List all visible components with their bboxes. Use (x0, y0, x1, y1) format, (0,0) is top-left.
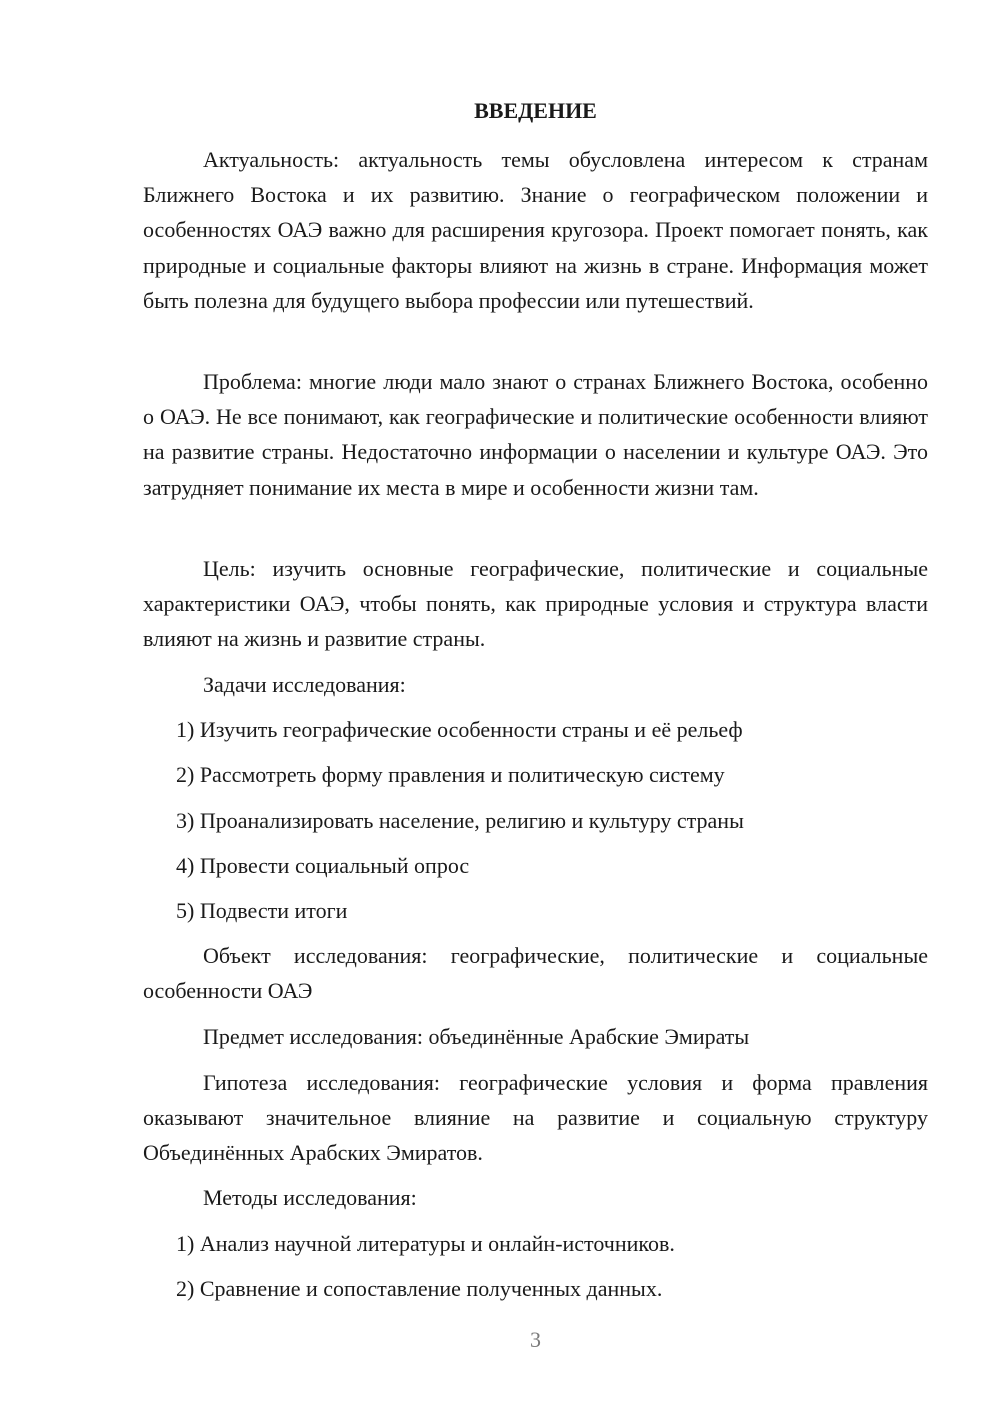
methods-heading: Методы исследования: (203, 1185, 417, 1210)
task-item: 2) Рассмотреть форму правления и политическую систему (176, 762, 725, 787)
section-title: ВВЕДЕНИЕ (474, 98, 597, 123)
object-paragraph: Объект исследования: географические, политические и социальные особенности ОАЭ (143, 943, 928, 1004)
relevance-paragraph: Актуальность: актуальность темы обусловлена интересом к странам Ближнего Востока и их развитию. Знание о географическом положении и особенностях ОАЭ важно для расширения кругозора. Проект помогает понять, как природные и социальные факторы влияют на жизнь в стране. Информация может быть полезна для будущего выбора профессии или путешествий. (143, 147, 928, 313)
method-item: 1) Анализ научной литературы и онлайн-источников. (176, 1231, 675, 1256)
task-item: 3) Проанализировать население, религию и культуру страны (176, 808, 744, 833)
tasks-heading: Задачи исследования: (203, 672, 406, 697)
task-item: 1) Изучить географические особенности страны и её рельеф (176, 717, 743, 742)
problem-paragraph: Проблема: многие люди мало знают о странах Ближнего Востока, особенно о ОАЭ. Не все понимают, как географические и политические особенности влияют на развитие страны. Недостаточно информации о населении и культуре ОАЭ. Это затрудняет понимание их места в мире и особенности жизни там. (143, 369, 928, 500)
hypothesis-paragraph: Гипотеза исследования: географические условия и форма правления оказывают значительное влияние на развитие и социальную структуру Объединённых Арабских Эмиратов. (143, 1070, 928, 1166)
page-number: 3 (530, 1327, 541, 1352)
task-item: 4) Провести социальный опрос (176, 853, 470, 878)
task-item: 5) Подвести итоги (176, 898, 348, 923)
method-item: 2) Сравнение и сопоставление полученных данных. (176, 1276, 663, 1301)
goal-paragraph: Цель: изучить основные географические, политические и социальные характеристики ОАЭ, чтобы понять, как природные условия и структура власти влияют на жизнь и развитие страны. (143, 556, 928, 652)
subject-paragraph: Предмет исследования: объединённые Арабские Эмираты (203, 1024, 750, 1049)
